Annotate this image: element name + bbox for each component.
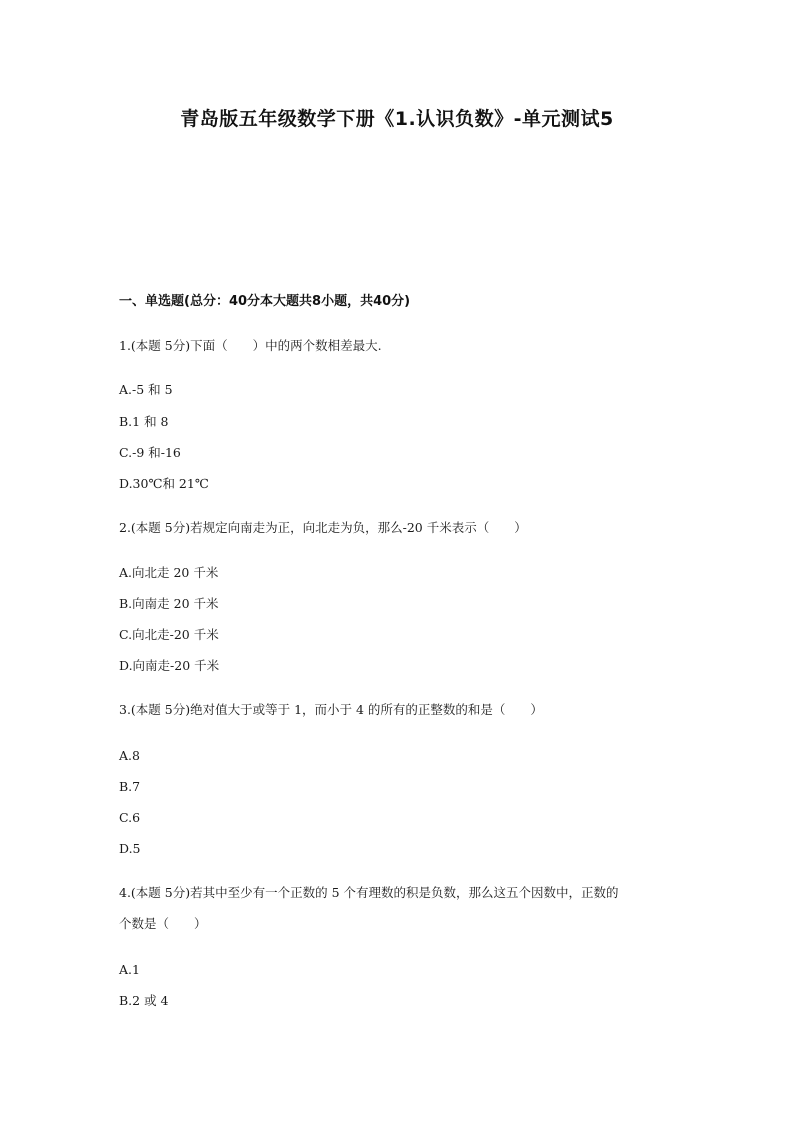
question-2-stem: 2.(本题 5分)若规定向南走为正，向北走为负，那么-20 千米表示（ ） bbox=[119, 520, 527, 535]
question-1-option-d: D.30℃和 21℃ bbox=[119, 476, 209, 491]
question-4-option-a: A.1 bbox=[119, 962, 140, 977]
page-title: 青岛版五年级数学下册《1.认识负数》-单元测试5 bbox=[180, 108, 614, 130]
question-1-option-a: A.-5 和 5 bbox=[119, 382, 173, 397]
question-3-option-a: A.8 bbox=[119, 748, 140, 763]
question-3-option-d: D.5 bbox=[119, 841, 141, 856]
question-4-stem-line-2: 个数是（ ） bbox=[119, 916, 207, 931]
question-3-option-c: C.6 bbox=[119, 810, 141, 825]
question-2-option-c: C.向北走-20 千米 bbox=[119, 627, 219, 642]
question-1-option-b: B.1 和 8 bbox=[119, 414, 169, 429]
question-2-option-d: D.向南走-20 千米 bbox=[119, 658, 220, 673]
section-header: 一、单选题(总分：40分本大题共8小题，共40分) bbox=[119, 294, 411, 309]
question-4-stem-line-1: 4.(本题 5分)若其中至少有一个正数的 5 个有理数的积是负数，那么这五个因数中，正数的 bbox=[119, 885, 619, 900]
question-3-option-b: B.7 bbox=[119, 779, 141, 794]
question-3-stem: 3.(本题 5分)绝对值大于或等于 1，而小于 4 的所有的正整数的和是（ ） bbox=[119, 702, 543, 717]
question-4-option-b: B.2 或 4 bbox=[119, 993, 169, 1008]
question-1-stem: 1.(本题 5分)下面（ ）中的两个数相差最大. bbox=[119, 338, 382, 353]
question-2-option-a: A.向北走 20 千米 bbox=[119, 565, 219, 580]
question-2-option-b: B.向南走 20 千米 bbox=[119, 596, 219, 611]
question-1-option-c: C.-9 和-16 bbox=[119, 445, 181, 460]
